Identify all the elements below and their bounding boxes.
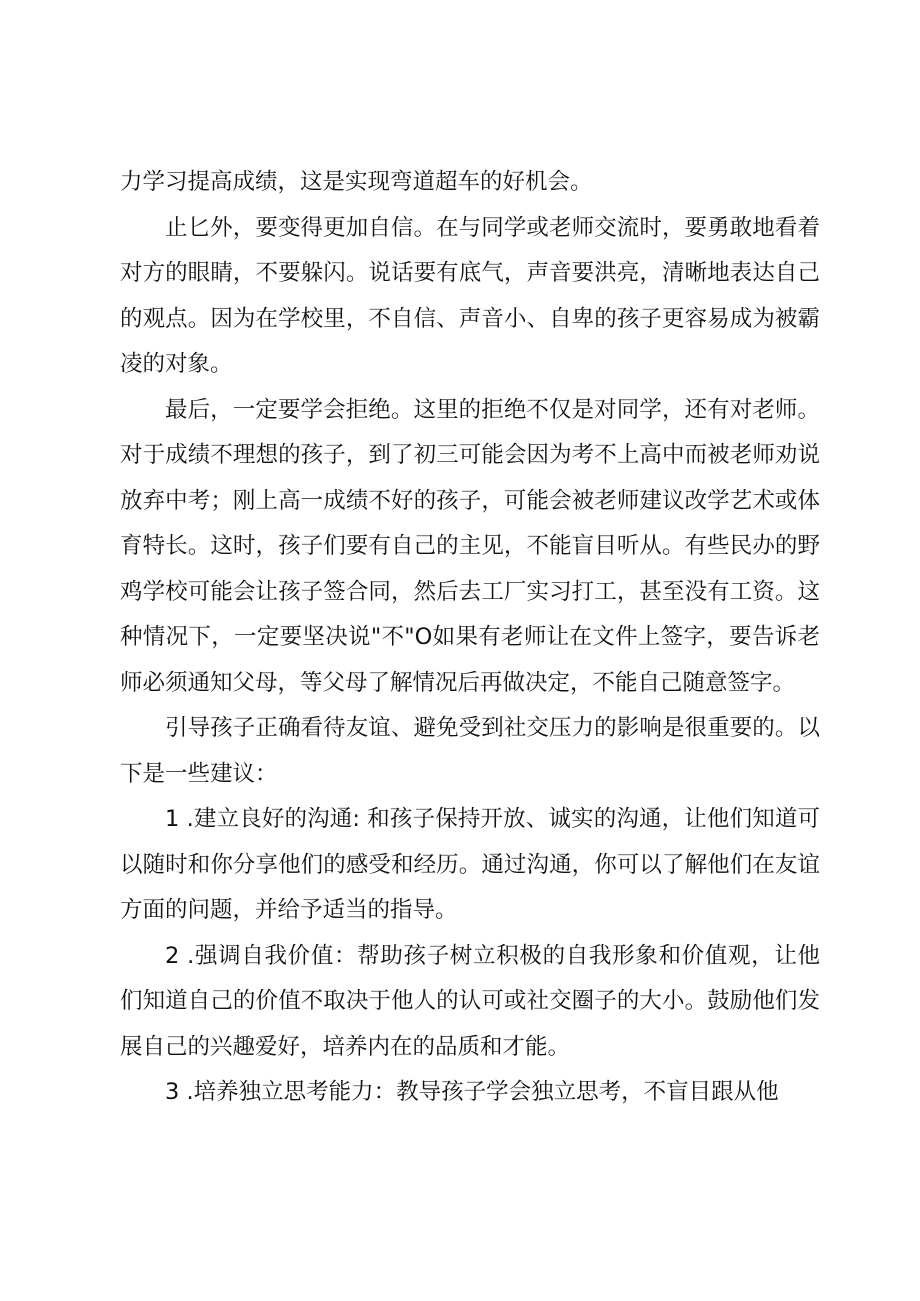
- paragraph-refusal: 最后，一定要学会拒绝。这里的拒绝不仅是对同学，还有对老师。对于成绩不理想的孩子，到了初三可能会因为考不上高中而被老师劝说放弃中考；刚上高一成绩不好的孩子，可能会被老师建议改学艺术或体育特长。这时，孩子们要有自己的主见，不能盲目听从。有些民办的野鸡学校可能会让孩子签合同，然后去工厂实习打工，甚至没有工资。这种情况下，一定要坚决说"不"O如果有老师让在文件上签字，要告诉老师必须通知父母，等父母了解情况后再做决定，不能自己随意签字。: [120, 396, 820, 696]
- paragraph-friendship-intro: 引导孩子正确看待友谊、避免受到社交压力的影响是很重要的。以下是一些建议：: [120, 715, 820, 787]
- list-item-self-worth: 2 .强调自我价值：帮助孩子树立积极的自我形象和价值观，让他们知道自己的价值不取决于他人的认可或社交圈子的大小。鼓励他们发展自己的兴趣爱好，培养内在的品质和才能。: [120, 942, 820, 1060]
- list-item-communication: 1 .建立良好的沟通: 和孩子保持开放、诚实的沟通，让他们知道可以随时和你分享他们的感受和经历。通过沟通，你可以了解他们在友谊方面的问题，并给予适当的指导。: [120, 806, 820, 923]
- paragraph-confidence: 止匕外，要变得更加自信。在与同学或老师交流时，要勇敢地看着对方的眼睛，不要躲闪。说话要有底气，声音要洪亮，清晰地表达自己的观点。因为在学校里，不自信、声音小、自卑的孩子更容易成为被霸凌的对象。: [120, 214, 820, 377]
- body-text: [120, 160, 820, 1116]
- list-item-independent-thinking: 3 .培养独立思考能力：教导孩子学会独立思考，不盲目跟从他: [165, 1079, 779, 1105]
- paragraph-continuation: 力学习提高成绩，这是实现弯道超车的好机会。: [120, 169, 593, 195]
